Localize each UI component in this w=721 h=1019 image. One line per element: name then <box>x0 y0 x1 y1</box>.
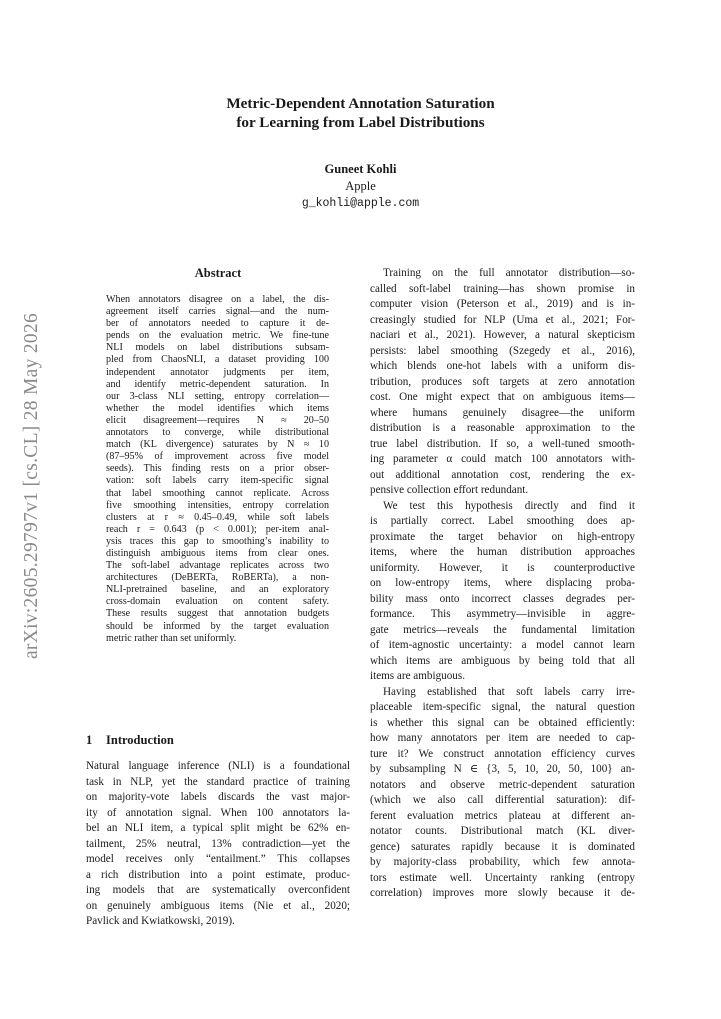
abstract-line: annotators to converge, while distributional <box>106 427 329 439</box>
body-line: proximate the target behavior on high-entropy <box>370 530 635 543</box>
right-column-text <box>370 266 635 902</box>
body-line: of item-agnostic uncertainty: a model cannot learn <box>370 639 635 651</box>
body-line: Training on the full annotator distribution—so- <box>383 267 635 279</box>
body-line: pensive collection effort redundant. <box>370 484 529 496</box>
intro-line: model receives only “entailment.” This collapses <box>86 853 350 865</box>
paper-title-line-1: Metric-Dependent Annotation Saturation <box>226 95 495 112</box>
body-line: creasingly studied for NLP (Uma et al., 2021; For- <box>370 313 635 326</box>
body-line: called soft-label training—has shown promise in <box>370 282 635 295</box>
intro-line: task in NLP, yet the standard practice of training <box>86 775 350 788</box>
body-line: items are ambiguous. <box>370 670 465 682</box>
abstract-line: that label smoothing cannot replicate. Across <box>106 487 329 499</box>
body-line: formance. This asymmetry—invisible in aggre- <box>370 608 635 620</box>
abstract-line: whether the model identifies which items <box>106 402 329 414</box>
body-line: which blends one-hot labels with a uniform dis- <box>370 360 635 372</box>
body-line: placeable item-specific signal, the natural question <box>370 701 635 713</box>
abstract-line: pled from ChaosNLI, a dataset providing 100 <box>106 354 329 366</box>
body-line: by subsampling N ∈ {3, 5, 10, 20, 50, 100} an- <box>370 763 635 775</box>
abstract-line: elicit disagreement—requires N ≈ 20–50 <box>106 414 329 426</box>
intro-line: on majority-vote labels discards the vast major- <box>86 791 350 803</box>
body-line: by majority-class probability, which few annota- <box>370 856 635 868</box>
body-line: on low-entropy items, where displacing proba- <box>370 577 635 589</box>
body-line: gence) saturates rapidly because it is dominated <box>370 840 635 853</box>
abstract-line: ysis traces this gap to smoothing’s inability to <box>106 535 329 547</box>
section-title: Introduction <box>106 733 174 747</box>
body-line: notator counts. Distributional match (KL diver- <box>370 825 635 837</box>
body-line: correlation) improves more slowly because it de- <box>370 887 635 899</box>
author-affiliation: Apple <box>345 179 376 193</box>
introduction-left-column <box>86 759 350 930</box>
body-line: tribution, produces soft targets at zero annotation <box>370 375 635 388</box>
arxiv-side-identifier <box>16 296 48 676</box>
author-name: Guneet Kohli <box>324 162 397 176</box>
body-line: out additional annotation cost, rendering the ex- <box>370 468 635 481</box>
body-line: where humans genuinely disagree—the uniform <box>370 406 635 419</box>
abstract-line: (87–95% of improvement across five model <box>106 451 329 463</box>
abstract-line: five smoothing intensities, entropy correlation <box>106 499 329 511</box>
body-line: persists: label smoothing (Szegedy et al., 2016), <box>370 344 635 357</box>
abstract-line: When annotators disagree on a label, the dis- <box>106 294 329 305</box>
intro-line: tailment, 25% neutral, 13% contradiction—yet the <box>86 837 350 850</box>
author-email[interactable]: g_kohli@apple.com <box>301 197 420 210</box>
abstract-line: distinguish ambiguous items from clear ones. <box>106 547 329 559</box>
abstract-body <box>106 294 329 645</box>
abstract-line: agreement itself carries signal—and the num- <box>106 306 329 318</box>
body-line: distribution is a reasonable approximation to the <box>370 422 635 434</box>
abstract-line: These results suggest that annotation budgets <box>106 608 329 620</box>
abstract-line: pends on the evaluation metric. We fine-tune <box>106 330 329 342</box>
intro-line: a rich distribution into a point estimate, produc- <box>86 868 350 881</box>
intro-line: Natural language inference (NLI) is a foundational <box>86 760 350 772</box>
intro-line: Pavlick and Kwiatkowski, 2019). <box>86 915 235 927</box>
body-line: gate metrics—reveals the fundamental limitation <box>370 623 635 636</box>
body-line: true label distribution. If so, a well-tuned smooth- <box>370 437 635 450</box>
abstract-line: independent annotator judgments per item, <box>106 366 329 378</box>
abstract-line: NLI models on label distributions subsam- <box>106 342 329 354</box>
body-line: ing parameter α could match 100 annotators with- <box>370 453 635 465</box>
section-heading-introduction <box>86 733 174 748</box>
body-line: is partially correct. Label smoothing does ap- <box>370 515 635 527</box>
body-line: We test this hypothesis directly and find it <box>383 499 635 512</box>
body-line: cost. One might expect that on ambiguous items— <box>370 391 635 403</box>
abstract-line: and identify metric-dependent saturation. In <box>106 378 329 390</box>
section-number: 1 <box>86 733 93 747</box>
abstract-line: NLI-pretrained baseline, and an exploratory <box>106 584 329 596</box>
abstract-line: seeds). This finding rests on a prior obser- <box>106 463 329 475</box>
body-line: naciari et al., 2021). However, a natural skepticism <box>370 329 635 341</box>
abstract-line: should be informed by the target evaluation <box>106 620 329 632</box>
intro-line: on genuinely ambiguous items (Nie et al., 2020; <box>86 899 350 912</box>
body-line: bility mass onto incorrect classes degrades per- <box>370 592 635 605</box>
body-line: which items are ambiguous by being told that all <box>370 654 635 667</box>
body-line: computer vision (Peterson et al., 2019) and is in- <box>370 298 635 310</box>
abstract-line: The soft-label advantage replicates across two <box>106 560 329 572</box>
abstract-heading: Abstract <box>194 266 242 280</box>
abstract-line: reach r = 0.643 (p < 0.001); per-item anal- <box>106 523 329 535</box>
body-line: ture it? We construct annotation efficiency curves <box>370 747 635 760</box>
abstract-line: cross-domain evaluation on content safety. <box>106 596 329 608</box>
intro-line: bel an NLI item, a typical split might be 62% en- <box>86 822 350 834</box>
body-line: tors estimate well. Uncertainty ranking (entropy <box>370 871 635 884</box>
body-line: (which we also call differential saturation): dif- <box>370 794 635 806</box>
abstract-line: ber of annotators needed to capture it de- <box>106 318 329 330</box>
intro-line: ing models that are systematically overconfident <box>86 884 350 896</box>
body-line: Having established that soft labels carry irre- <box>383 685 635 698</box>
abstract-line: match (KL divergence) saturates by N ≈ 10 <box>106 439 329 451</box>
intro-line: ity of annotation signal. When 100 annotators la- <box>86 806 350 819</box>
abstract-line: vation: soft labels carry item-specific signal <box>106 475 329 487</box>
abstract-line: our 3-class NLI setting, entropy correlation— <box>106 390 329 402</box>
body-line: how many annotators per item are needed to cap- <box>370 732 635 744</box>
abstract-line: clusters at r ≈ 0.45–0.49, while soft labels <box>106 511 329 523</box>
body-line: items, where the human distribution approaches <box>370 546 635 558</box>
abstract-line: architectures (DeBERTa, RoBERTa), a non- <box>106 572 329 584</box>
paper-title-line-2: for Learning from Label Distributions <box>236 114 485 131</box>
body-line: notators and observe metric-dependent saturation <box>370 778 635 791</box>
body-line: uniformity. However, it is counterproductive <box>370 561 635 574</box>
abstract-line: metric rather than set uniformly. <box>106 632 237 644</box>
body-line: ferent evaluation metrics plateau at different an- <box>370 809 635 822</box>
arxiv-identifier-text: arXiv:2605.29797v1 [cs.CL] 28 May 2026 <box>21 312 42 660</box>
body-line: is whether this signal can be obtained efficiently: <box>370 716 635 729</box>
